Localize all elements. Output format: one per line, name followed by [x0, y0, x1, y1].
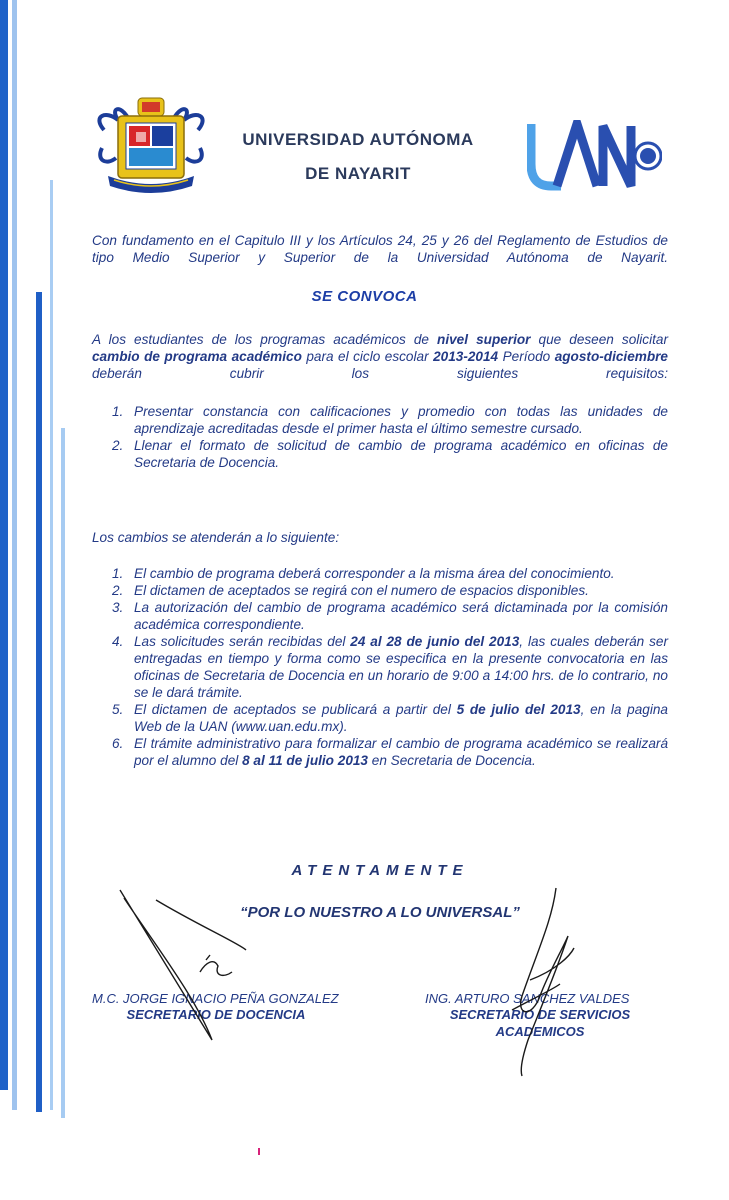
requirements-list	[92, 403, 668, 471]
university-crest-logo	[96, 96, 206, 194]
university-name-line-1: UNIVERSIDAD AUTÓNOMA	[242, 130, 474, 149]
list-item	[92, 633, 668, 701]
changes-list	[92, 565, 668, 769]
university-motto: “POR LO NUESTRO A LO UNIVERSAL”	[240, 904, 520, 921]
list-number: 2.	[112, 583, 124, 598]
list-text: Llenar el formato de solicitud de cambio de programa académico en oficinas de Secretaria de Docencia.	[134, 438, 668, 470]
list-number: 1.	[112, 566, 124, 581]
right-signatory-title: SECRETARIO DE SERVICIOS	[449, 1007, 631, 1022]
list-text: La autorización del cambio de programa académico será dictaminada por la comisión académica correspondiente.	[134, 600, 668, 632]
list-text: El cambio de programa deberá corresponder a la misma área del conocimiento.	[134, 566, 615, 581]
convoca-heading: SE CONVOCA	[311, 288, 418, 305]
list-item	[92, 599, 668, 633]
list-item	[92, 582, 668, 599]
list-item	[92, 565, 668, 582]
list-number: 2.	[112, 438, 124, 453]
list-number: 4.	[112, 634, 124, 649]
list-text: El trámite administrativo para formalizar el cambio de programa académico se realizará por el alumno del 8 al 11 de julio 2013 en Secretaria de Docencia.	[134, 736, 668, 768]
list-text: Presentar constancia con calificaciones y promedio con todas las unidades de aprendizaje acreditadas desde el primer hasta el último semestre cursado.	[134, 404, 668, 436]
list-item	[92, 437, 668, 471]
left-signatory-name: M.C. JORGE IGNACIO PEÑA GONZALEZ	[92, 991, 339, 1006]
left-signatory-title: SECRETARIO DE DOCENCIA	[126, 1007, 306, 1022]
university-name-line-2: DE NAYARIT	[305, 164, 411, 183]
edge-bar	[50, 180, 53, 1110]
edge-bar	[61, 428, 65, 1118]
edge-bar	[36, 292, 42, 1112]
right-signatory-title: ACADEMICOS	[495, 1024, 585, 1039]
list-number: 5.	[112, 702, 124, 717]
intro-paragraph: Con fundamento en el Capitulo III y los Artículos 24, 25 y 26 del Reglamento de Estudios de tipo Medio Superior y Superior de la Universidad Autónoma de Nayarit.	[92, 233, 668, 265]
list-number: 6.	[112, 736, 124, 751]
edge-bar	[12, 0, 17, 1110]
changes-title: Los cambios se atenderán a lo siguiente:	[92, 530, 340, 545]
right-signatory-name: ING. ARTURO SANCHEZ VALDES	[425, 991, 630, 1006]
list-text: Las solicitudes serán recibidas del 24 al 28 de junio del 2013, las cuales deberán ser entregadas en tiempo y forma como se especifica en la presente convocatoria en las oficinas de Secretaria de Docencia en un horario de 9:00 a 14:00 hrs. de lo contrario, no se le dará trámite.	[134, 634, 668, 700]
edge-bar	[0, 0, 8, 1090]
list-item	[92, 403, 668, 437]
convocatoria-paragraph: A los estudiantes de los programas académicos de nivel superior que deseen solicitar cambio de programa académico para el ciclo escolar 2013-2014 Período agosto-diciembre deberán cubrir los siguientes requisitos:	[92, 332, 668, 381]
list-text: El dictamen de aceptados se regirá con el numero de espacios disponibles.	[134, 583, 589, 598]
list-item	[92, 735, 668, 769]
ink-mark	[258, 1148, 260, 1155]
uan-logo	[527, 120, 662, 192]
atentamente-heading: ATENTAMENTE	[291, 862, 469, 879]
list-number: 1.	[112, 404, 124, 419]
list-number: 3.	[112, 600, 124, 615]
list-text: El dictamen de aceptados se publicará a partir del 5 de julio del 2013, en la pagina Web de la UAN (www.uan.edu.mx).	[134, 702, 668, 734]
list-item	[92, 701, 668, 735]
